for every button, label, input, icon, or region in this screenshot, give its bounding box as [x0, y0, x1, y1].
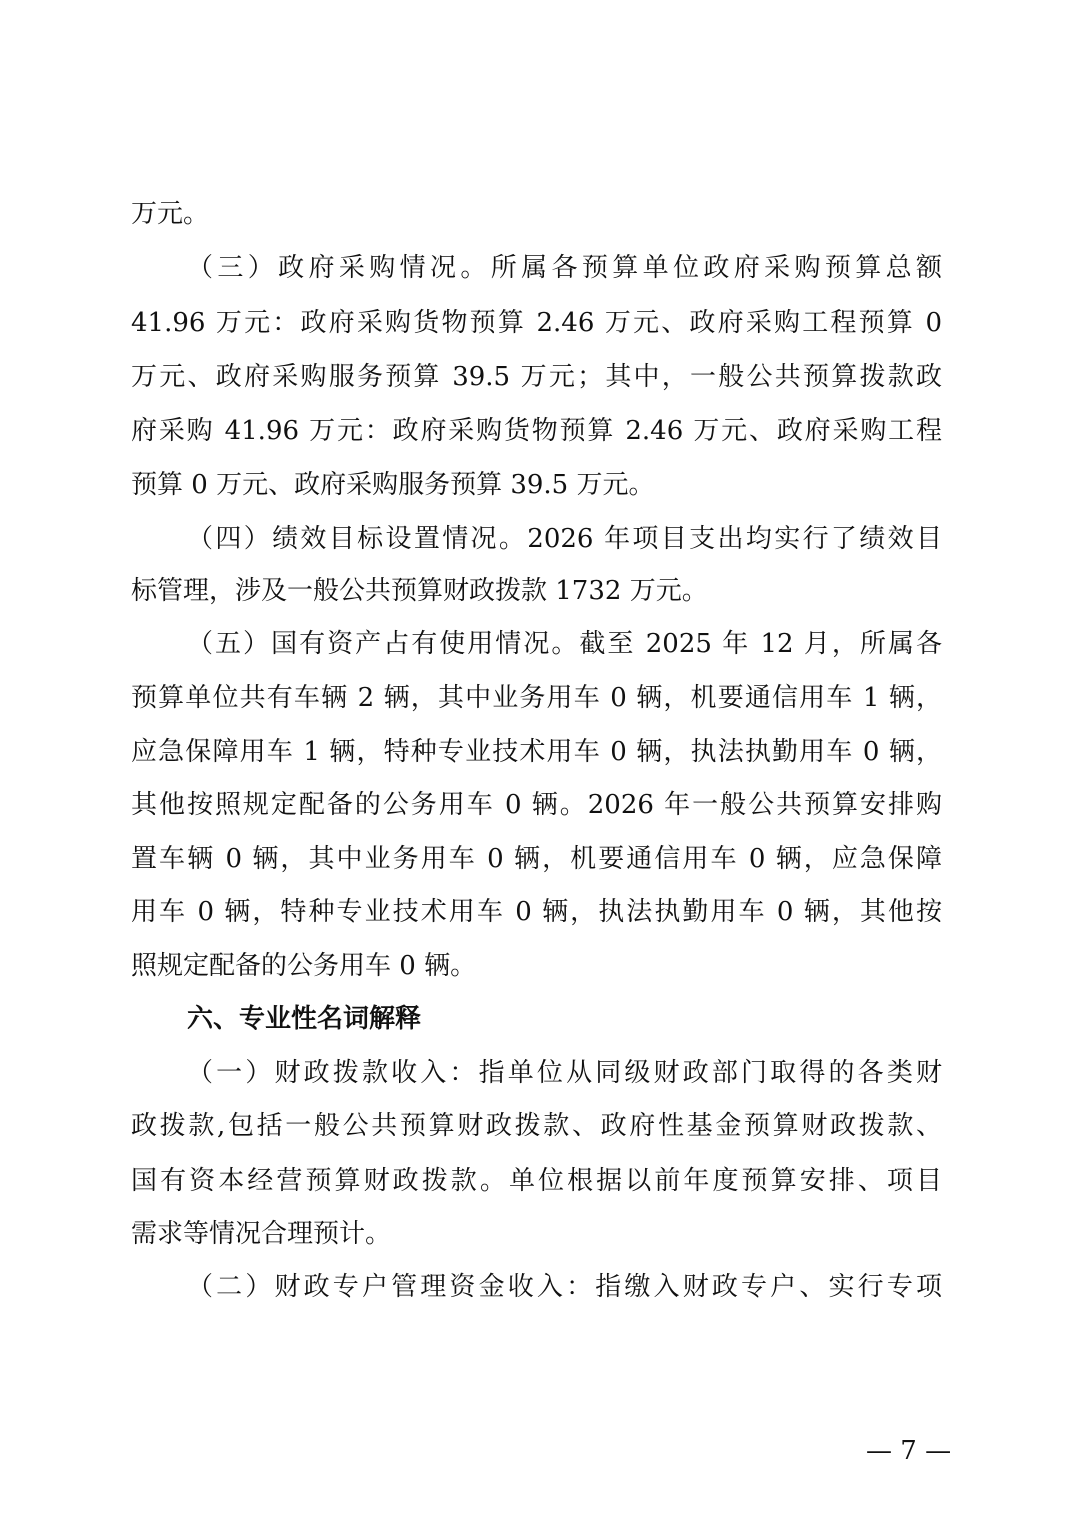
subsection-title: （四）绩效目标设置情况。 [187, 524, 528, 554]
text-line [131, 1109, 942, 1143]
text-line [131, 949, 942, 983]
text-line [131, 788, 942, 822]
line-text: 2026 年项目支出均实行了绩效目 [527, 524, 942, 554]
line-text: 指缴入财政专户、实行专项 [595, 1272, 942, 1302]
line-text: 照规定配备的公务用车 0 辆。 [131, 951, 477, 981]
line-text: 标管理，涉及一般公共预算财政拨款 1732 万元。 [131, 576, 708, 606]
text-line [131, 414, 942, 448]
line-text: 万元。 [131, 199, 210, 229]
subsection-title: （二）财政专户管理资金收入： [187, 1272, 596, 1302]
line-text: 万元、政府采购服务预算 39.5 万元；其中，一般公共预算拨款政 [131, 362, 942, 392]
text-line [131, 1217, 942, 1251]
subsection-title: （五）国有资产占有使用情况。 [187, 629, 580, 659]
text-line [131, 468, 942, 502]
line-text: 截至 2025 年 12 月，所属各 [579, 629, 942, 659]
line-text: 应急保障用车 1 辆，特种专业技术用车 0 辆，执法执勤用车 0 辆， [131, 737, 942, 767]
text-line [131, 574, 942, 608]
line-text: 其他按照规定配备的公务用车 0 辆。2026 年一般公共预算安排购 [131, 790, 942, 820]
text-line [131, 681, 942, 715]
line-text: 国有资本经营预算财政拨款。单位根据以前年度预算安排、项目 [131, 1166, 942, 1196]
line-text: 预算 0 万元、政府采购服务预算 39.5 万元。 [131, 470, 655, 500]
section-heading [187, 1002, 942, 1036]
subsection-title: （一）财政拨款收入： [187, 1058, 479, 1088]
heading-text: 六、专业性名词解释 [187, 1004, 422, 1034]
line-text: 需求等情况合理预计。 [131, 1219, 392, 1249]
line-text: 所属各预算单位政府采购预算总额 [490, 253, 942, 283]
line-text: 政拨款,包括一般公共预算财政拨款、政府性基金预算财政拨款、 [131, 1111, 942, 1141]
text-line [131, 735, 942, 769]
text-line [187, 627, 942, 661]
text-line [187, 251, 942, 285]
line-text: 41.96 万元：政府采购货物预算 2.46 万元、政府采购工程预算 0 [131, 308, 942, 338]
line-text: 府采购 41.96 万元：政府采购货物预算 2.46 万元、政府采购工程 [131, 416, 942, 446]
subsection-title: （三）政府采购情况。 [187, 253, 491, 283]
text-line [131, 895, 942, 929]
text-line [187, 522, 942, 556]
page-number: — 7 — [866, 1436, 952, 1466]
text-line [131, 1164, 942, 1198]
text-line [187, 1270, 942, 1304]
text-line [131, 197, 942, 231]
text-line [131, 306, 942, 340]
line-text: 置车辆 0 辆，其中业务用车 0 辆，机要通信用车 0 辆，应急保障 [131, 844, 942, 874]
line-text: 用车 0 辆，特种专业技术用车 0 辆，执法执勤用车 0 辆，其他按 [131, 897, 942, 927]
text-line [131, 360, 942, 394]
text-line [187, 1056, 942, 1090]
line-text: 预算单位共有车辆 2 辆，其中业务用车 0 辆，机要通信用车 1 辆， [131, 683, 942, 713]
text-line [131, 842, 942, 876]
line-text: 指单位从同级财政部门取得的各类财 [478, 1058, 942, 1088]
